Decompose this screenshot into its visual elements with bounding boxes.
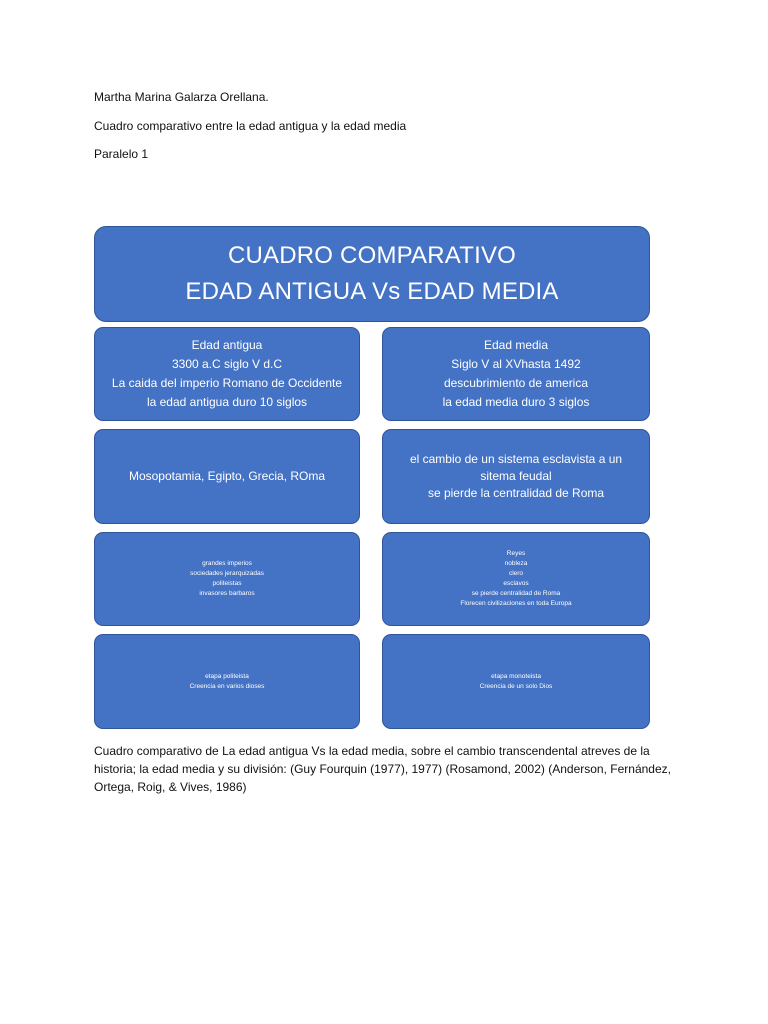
middle-age-society-item: nobleza [504,560,528,567]
chart-title-line-2: EDAD ANTIGUA Vs EDAD MEDIA [185,278,559,305]
ancient-age-duration: la edad antigua duro 10 siglos [146,395,308,409]
chart-title-line-1: CUADRO COMPARATIVO [227,242,517,269]
ancient-society-box [94,532,360,626]
middle-age-society-item: esclavos [503,580,529,587]
middle-age-change-text: el cambio de un sistema esclavista a un sitema feudal [409,452,623,483]
middle-age-society-item: clero [508,570,524,577]
middle-age-centrality-text: se pierde la centralidad de Roma [427,486,605,500]
document-subject: Cuadro comparativo entre la edad antigua y la edad media [94,119,407,133]
ancient-religion-box [94,634,360,729]
middle-age-change-box [382,429,650,524]
middle-age-end-event: descubrimiento de america [443,376,589,390]
middle-age-society-item: Florecen civilizaciones en toda Europa [460,600,572,607]
ancient-age-heading: Edad antigua [191,338,263,352]
ancient-society-item: politeistas [212,580,242,587]
figure-caption: Cuadro comparativo de La edad antigua Vs la edad media, sobre el cambio transcendental atreves de la historia; la edad media y su división: (Guy Fourquin (1977), 1977) (Rosamond, 2002) (Anderson, Fernández, Ortega, Roig, & Vives, 1986) [94,744,671,794]
ancient-society-item: sociedades jerarquizadas [190,570,264,577]
ancient-society-item: invasores barbaros [199,590,255,597]
middle-age-religion-stage: etapa monoteista [491,672,541,680]
author-name: Martha Marina Galarza Orellana. [94,90,269,104]
middle-age-society-item: Reyes [506,550,526,557]
middle-age-religion-box [382,634,650,729]
chart-title-box [94,226,650,322]
ancient-civilizations-text: Mosopotamia, Egipto, Grecia, ROma [128,469,326,483]
group-label: Paralelo 1 [94,147,149,161]
ancient-religion-belief: Creencia en varios dioses [189,682,265,690]
middle-age-period-box [382,327,650,421]
ancient-civilizations-box [94,429,360,524]
ancient-religion-stage: etapa politeista [205,672,249,680]
middle-age-religion-belief: Creencia de un solo Dios [479,682,553,690]
middle-age-society-box [382,532,650,626]
middle-age-duration: la edad media duro 3 siglos [442,395,590,409]
ancient-age-period-box [94,327,360,421]
middle-age-heading: Edad media [483,338,549,352]
middle-age-society-item: se pierde centralidad de Roma [471,590,561,597]
ancient-age-end-event: La caida del imperio Romano de Occidente [111,376,343,390]
ancient-age-dates: 3300 a.C siglo V d.C [171,357,283,371]
ancient-society-item: grandes imperios [202,560,252,567]
middle-age-dates: Siglo V al XVhasta 1492 [451,357,581,371]
